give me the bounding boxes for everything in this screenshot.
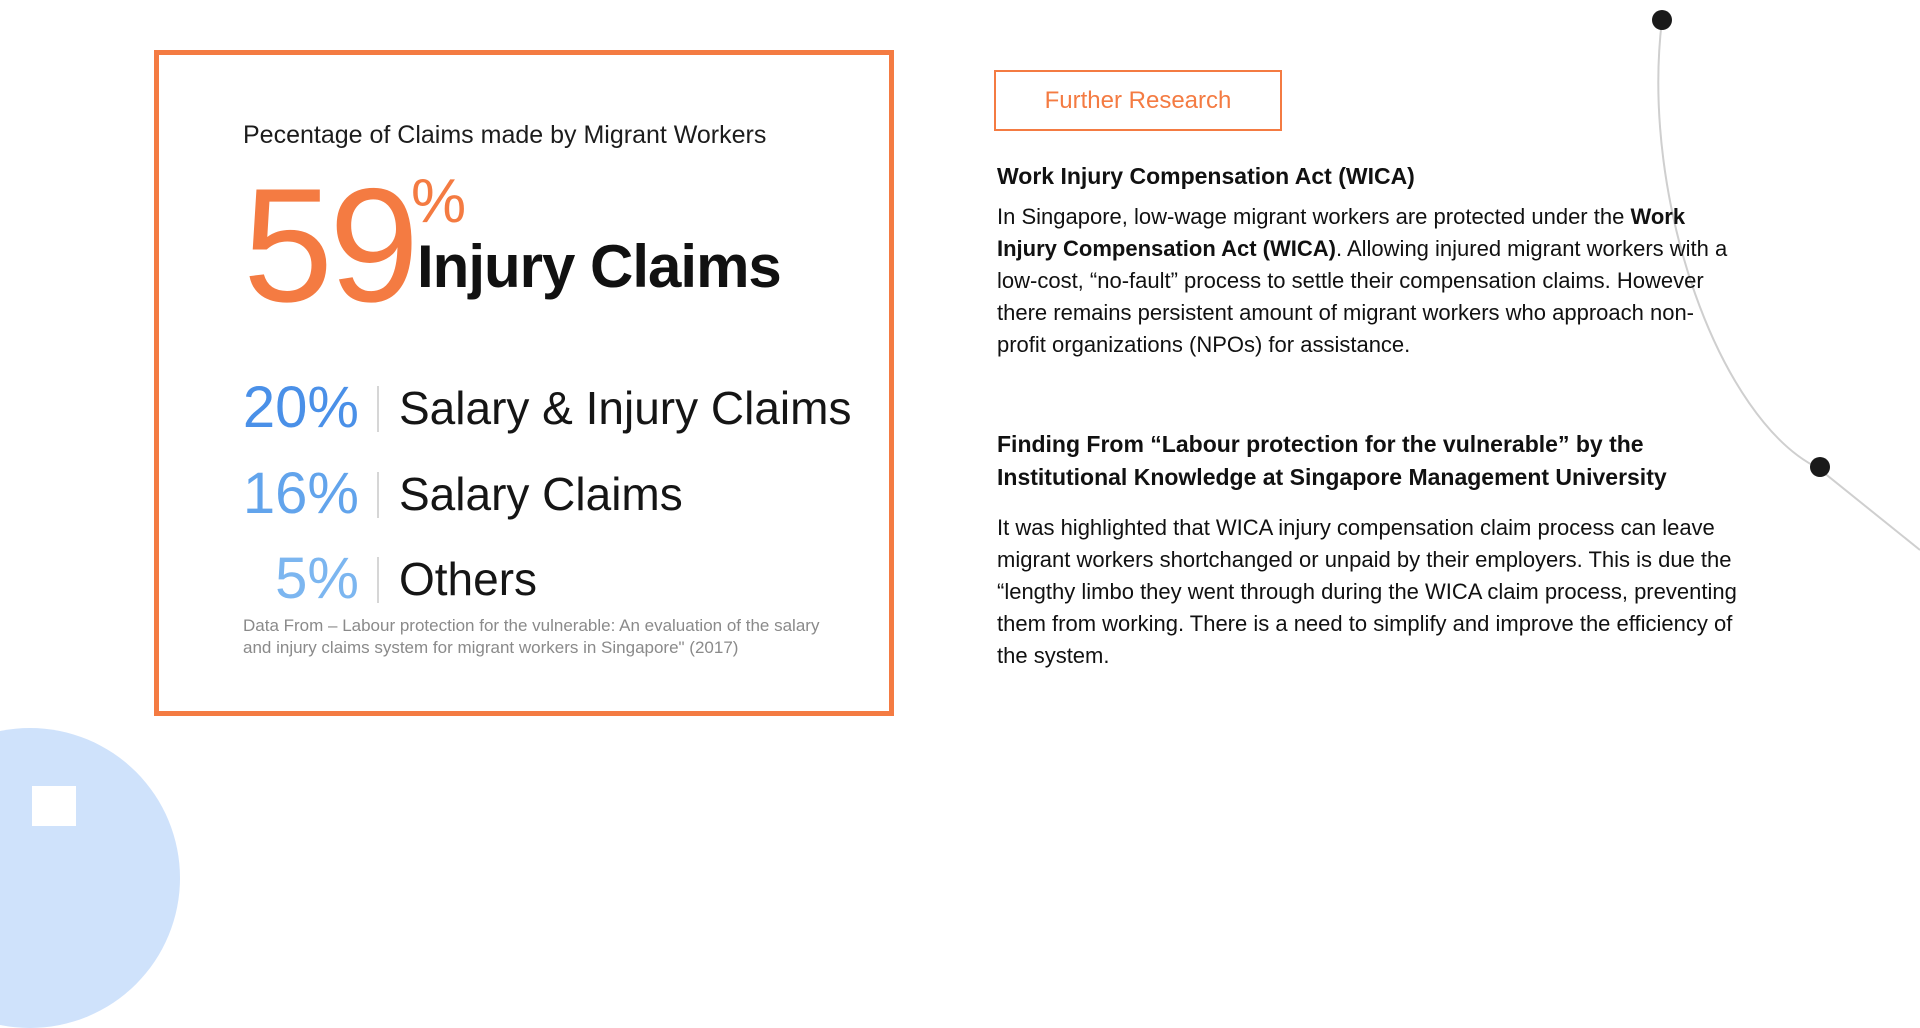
finding-section-body: It was highlighted that WICA injury compensation claim process can leave migrant workers shortchanged or unpaid by their employers. This is due the “lengthy limbo they went through during the WICA claim process, preventing them from working. There is a need to simplify and improve the efficiency of the system. [997, 515, 1737, 668]
wica-section-body [997, 201, 1737, 361]
hero-stat-unit: % [411, 167, 467, 236]
wica-section-title: Work Injury Compensation Act (WICA) [997, 163, 1415, 189]
stat-value: 20% [242, 375, 359, 440]
stat-divider [377, 557, 379, 603]
stat-value: 16% [242, 461, 359, 526]
stat-divider [377, 472, 379, 518]
wica-body-rest: . Allowing injured migrant workers with a low-cost, “no-fault” process to settle their compensation claims. However there remains persistent amount of migrant workers who approach non-profit organizations (NPOs) for assistance. [997, 236, 1728, 357]
wica-body-intro: In Singapore, low-wage migrant workers are protected under the [997, 204, 1631, 229]
wica-body-bold: Work Injury Compensation Act (WICA) [997, 204, 1686, 261]
decorative-blob-mark [32, 786, 76, 826]
stats-heading: Pecentage of Claims made by Migrant Workers [243, 121, 767, 149]
finding-section-title: Finding From “Labour protection for the vulnerable” by the Institutional Knowledge at Singapore Management University [997, 431, 1667, 490]
stat-divider [377, 386, 379, 432]
further-research-button[interactable]: Further Research [994, 70, 1282, 131]
timeline-dot-icon [1810, 457, 1830, 477]
stat-label: Salary & Injury Claims [399, 382, 852, 434]
data-source-note: Data From – Labour protection for the vulnerable: An evaluation of the salary and injury claims system for migrant workers in Singapore" (2017) [243, 616, 820, 657]
hero-stat-value: 59 [243, 155, 416, 336]
claims-stats-card [154, 50, 894, 716]
stat-value: 5% [275, 546, 359, 611]
timeline-dot-icon [1652, 10, 1672, 30]
hero-stat-label: Injury Claims [417, 233, 781, 300]
stat-label: Others [399, 553, 538, 605]
stat-label: Salary Claims [399, 468, 683, 520]
